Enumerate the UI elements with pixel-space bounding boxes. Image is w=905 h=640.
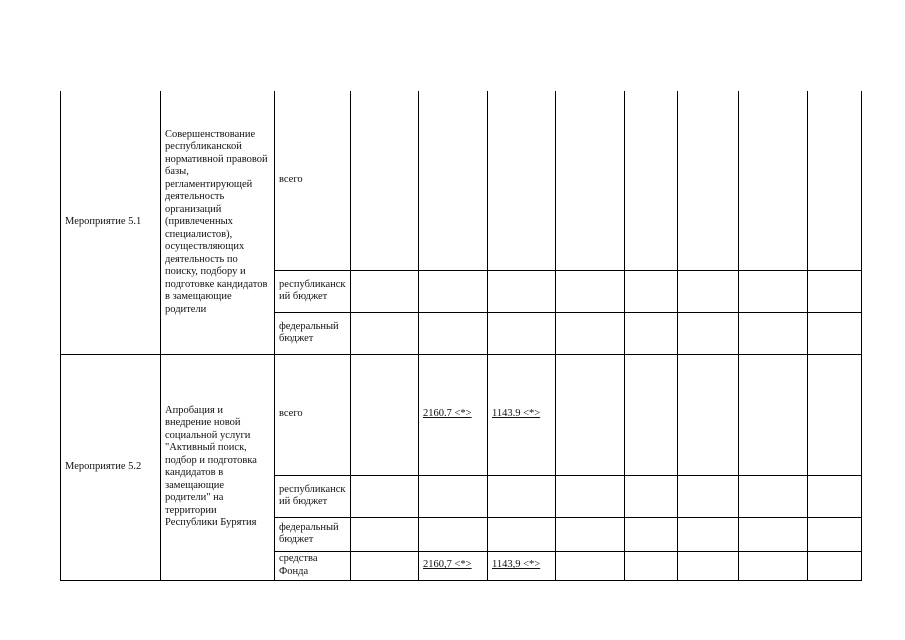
table-cell: [739, 91, 808, 270]
table-cell: [351, 475, 419, 517]
table-cell: [351, 91, 419, 270]
table-cell: [808, 551, 862, 580]
table-cell: [808, 270, 862, 312]
table-row: [61, 91, 862, 270]
table-cell: [556, 551, 625, 580]
value-cell: [488, 517, 556, 551]
table-cell: [678, 354, 739, 475]
table-cell: [351, 312, 419, 354]
table-cell: [739, 551, 808, 580]
table-cell: [351, 270, 419, 312]
measure-description-cell: Апробация и внедрение новой социальной услуги "Активный поиск, подбор и подготовка кандидатов в замещающие родители" на территории Республики Бурятия: [161, 354, 275, 580]
funding-source-cell: средства Фонда: [275, 551, 351, 580]
value-cell: [419, 551, 488, 580]
table-cell: [678, 91, 739, 270]
table-cell: [556, 91, 625, 270]
measure-name-cell: Мероприятие 5.2: [61, 354, 161, 580]
table-cell: [351, 354, 419, 475]
footnote-value-link[interactable]: 1143,9 <*>: [492, 559, 541, 571]
value-cell: [488, 91, 556, 270]
value-cell: [488, 551, 556, 580]
table-cell: [808, 354, 862, 475]
funding-source-cell: федеральный бюджет: [275, 312, 351, 354]
funding-source-cell: всего: [275, 354, 351, 475]
table-cell: [739, 475, 808, 517]
value-cell: [419, 312, 488, 354]
table-cell: [678, 551, 739, 580]
table-cell: [678, 517, 739, 551]
funding-source-cell: федеральный бюджет: [275, 517, 351, 551]
table-cell: [625, 270, 678, 312]
value-cell: [419, 354, 488, 475]
table-cell: [739, 312, 808, 354]
table-cell: [808, 91, 862, 270]
value-cell: [488, 270, 556, 312]
table-cell: [739, 354, 808, 475]
table-cell: [351, 551, 419, 580]
value-cell: [419, 517, 488, 551]
funding-source-cell: всего: [275, 91, 351, 270]
table-cell: [556, 475, 625, 517]
table-cell: [678, 270, 739, 312]
table-cell: [625, 354, 678, 475]
table-cell: [556, 312, 625, 354]
table-cell: [556, 270, 625, 312]
table-cell: [625, 475, 678, 517]
table-cell: [556, 354, 625, 475]
table-cell: [808, 517, 862, 551]
table-row: [61, 354, 862, 475]
table-cell: [678, 475, 739, 517]
value-cell: [419, 475, 488, 517]
measure-name-cell: Мероприятие 5.1: [61, 91, 161, 354]
table-cell: [739, 270, 808, 312]
table-cell: [625, 517, 678, 551]
footnote-value-link[interactable]: 1143.9 <*>: [492, 408, 541, 420]
value-cell: [488, 354, 556, 475]
value-cell: [419, 91, 488, 270]
table-cell: [625, 551, 678, 580]
table-cell: [739, 517, 808, 551]
footnote-value-link[interactable]: 2160.7 <*>: [423, 408, 472, 420]
value-cell: [419, 270, 488, 312]
table-cell: [556, 517, 625, 551]
funding-source-cell: республиканский бюджет: [275, 475, 351, 517]
table-cell: [351, 517, 419, 551]
table-cell: [625, 91, 678, 270]
table-cell: [625, 312, 678, 354]
program-measures-table: [60, 91, 862, 581]
table-cell: [808, 312, 862, 354]
value-cell: [488, 475, 556, 517]
table-cell: [808, 475, 862, 517]
table-cell: [678, 312, 739, 354]
footnote-value-link[interactable]: 2160,7 <*>: [423, 559, 472, 571]
value-cell: [488, 312, 556, 354]
measure-description-cell: Совершенствование республиканской нормативной правовой базы, регламентирующей деятельность организаций (привлеченных специалистов), осуществляющих деятельность по поиску, подбору и подготовке кандидатов в замещающие родители: [161, 91, 275, 354]
funding-source-cell: республиканский бюджет: [275, 270, 351, 312]
